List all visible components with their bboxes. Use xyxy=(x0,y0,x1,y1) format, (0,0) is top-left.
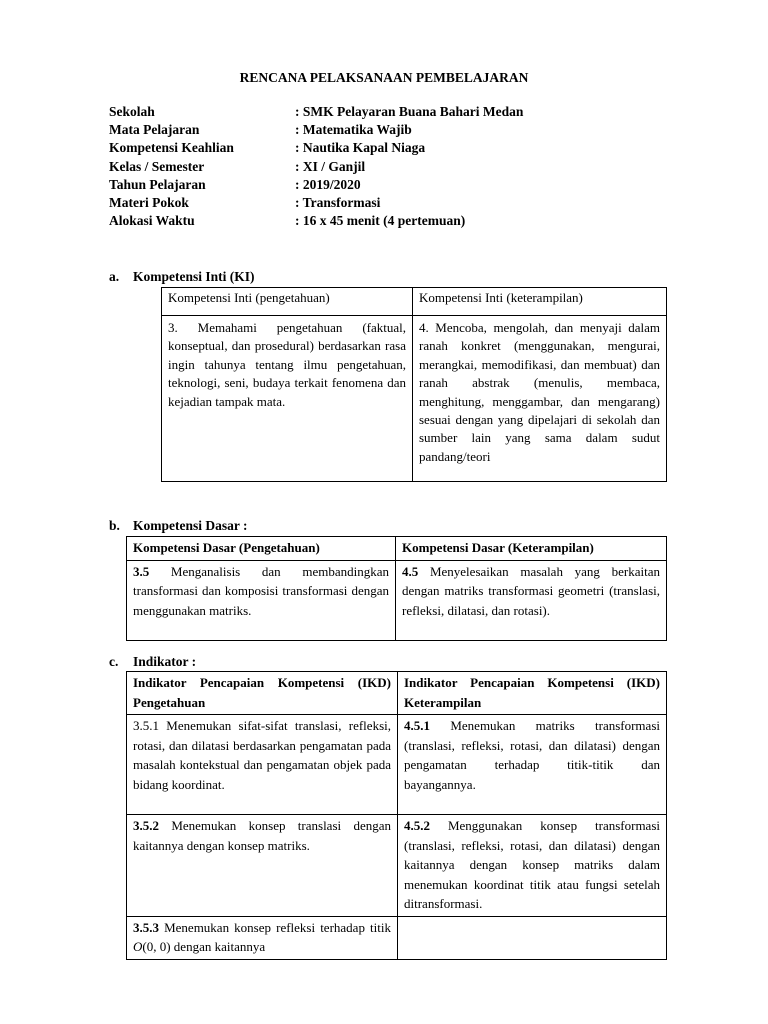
identity-value: : XI / Ganjil xyxy=(295,158,366,174)
identity-value: : Transformasi xyxy=(295,195,381,211)
ki-header-row xyxy=(162,288,667,316)
ki-pengetahuan-text: 3. Memahami pengetahuan (faktual, konseptual, dan prosedural) berdasarkan rasa ingin tahunya tentang ilmu pengetahuan, teknologi, seni, budaya terkait fenomena dan kejadian tampak mata. xyxy=(162,316,413,482)
section-letter: a. xyxy=(109,269,120,284)
indikator-text: Menggunakan konsep transformasi (translasi, refleksi, rotasi, dan dilatasi) dengan kaitannya dengan konsep matriks dalam menemukan koordinat titik atau fungsi setelah ditransformasi. xyxy=(404,818,660,911)
identity-value: : SMK Pelayaran Buana Bahari Medan xyxy=(295,104,524,119)
ki-header-keterampilan: Kompetensi Inti (keterampilan) xyxy=(413,288,667,316)
identity-row-alokasi-waktu xyxy=(109,212,523,230)
indikator-pengetahuan-cell xyxy=(127,715,398,815)
indikator-keterampilan-cell xyxy=(398,815,667,917)
kd-text: Menyelesaikan masalah yang berkaitan dengan matriks transformasi geometri (translasi, refleksi, dilatasi, dan rotasi). xyxy=(402,563,660,618)
identity-value: : 16 x 45 menit (4 pertemuan) xyxy=(295,213,466,229)
identity-label: Tahun Pelajaran xyxy=(109,176,206,192)
indikator-row xyxy=(127,916,667,959)
identity-row-mata-pelajaran xyxy=(109,121,523,139)
identity-label: Materi Pokok xyxy=(109,195,189,211)
identity-label: Kompetensi Keahlian xyxy=(109,140,234,156)
indikator-header-keterampilan: Indikator Pencapaian Kompetensi (IKD) Keterampilan xyxy=(398,672,667,715)
indikator-keterampilan-cell xyxy=(398,715,667,815)
kd-table xyxy=(126,536,667,641)
section-letter: c. xyxy=(109,654,119,669)
kd-header-keterampilan: Kompetensi Dasar (Keterampilan) xyxy=(396,537,667,561)
indikator-variable: O xyxy=(133,939,143,954)
ki-header-pengetahuan: Kompetensi Inti (pengetahuan) xyxy=(162,288,413,316)
identity-label: Mata Pelajaran xyxy=(109,122,200,138)
ki-keterampilan-text: 4. Mencoba, mengolah, dan menyaji dalam ranah konkret (menggunakan, mengurai, merangkai, memodifikasi, dan membuat) dan ranah abstrak (menulis, membaca, menghitung, menggambar, dan mengarang) sesuai dengan yang dipelajari di sekolah dan sumber lain yang sama dalam sudut pandang/teori xyxy=(413,316,667,482)
kd-content-row xyxy=(127,560,667,640)
identity-row-materi-pokok xyxy=(109,194,523,212)
indikator-row xyxy=(127,815,667,917)
ki-content-row xyxy=(162,316,667,482)
indikator-row xyxy=(127,715,667,815)
section-heading-kd xyxy=(109,517,248,535)
indikator-header-pengetahuan: Indikator Pencapaian Kompetensi (IKD) Pengetahuan xyxy=(127,672,398,715)
section-heading-ki xyxy=(109,268,255,286)
indikator-number: 4.5.1 xyxy=(404,718,430,733)
indikator-number: 3.5.2 xyxy=(133,818,159,833)
identity-label: Kelas / Semester xyxy=(109,158,205,174)
section-title: Indikator : xyxy=(133,654,197,669)
identity-value: : Matematika Wajib xyxy=(295,122,412,138)
identity-label: Alokasi Waktu xyxy=(109,213,195,229)
kd-number: 4.5 xyxy=(402,563,419,579)
identity-label: Sekolah xyxy=(109,104,155,119)
kd-keterampilan-cell xyxy=(396,560,667,640)
identity-row-kelas-semester xyxy=(109,158,523,176)
indikator-table xyxy=(126,671,667,960)
kd-number: 3.5 xyxy=(133,563,150,579)
indikator-number: 3.5.3 xyxy=(133,919,159,935)
indikator-text: Menemukan konsep refleksi terhadap titik xyxy=(159,919,391,935)
indikator-text: Menemukan konsep translasi dengan kaitannya dengan konsep matriks. xyxy=(133,818,391,853)
ki-table xyxy=(161,287,667,482)
document-title: RENCANA PELAKSANAAN PEMBELAJARAN xyxy=(239,70,529,85)
indikator-header-row xyxy=(127,672,667,715)
identity-block xyxy=(109,103,523,230)
identity-value: : Nautika Kapal Niaga xyxy=(295,140,426,156)
indikator-keterampilan-cell xyxy=(398,916,667,959)
indikator-number: 4.5.2 xyxy=(404,818,430,833)
section-letter: b. xyxy=(109,518,120,533)
identity-row-tahun-pelajaran xyxy=(109,176,523,194)
indikator-number: 3.5.1 xyxy=(133,718,159,733)
indikator-pengetahuan-cell xyxy=(127,916,398,959)
section-title: Kompetensi Inti (KI) xyxy=(133,269,255,284)
identity-row-kompetensi-keahlian xyxy=(109,139,523,157)
section-heading-indikator xyxy=(109,653,196,671)
indikator-pengetahuan-cell xyxy=(127,815,398,917)
kd-header-pengetahuan: Kompetensi Dasar (Pengetahuan) xyxy=(127,537,396,561)
indikator-text: Menemukan sifat-sifat translasi, refleksi, rotasi, dan dilatasi berdasarkan pengamatan pada masalah kontekstual dan pengamatan objek pada bidang koordinat. xyxy=(133,718,391,792)
indikator-text: (0, 0) dengan kaitannya xyxy=(142,939,266,954)
indikator-text: Menemukan matriks transformasi (translasi, refleksi, rotasi, dan dilatasi) dengan pengamatan terhadap titik-titik dan bayangannya. xyxy=(404,718,660,792)
identity-row-sekolah xyxy=(109,103,523,121)
kd-text: Menganalisis dan membandingkan transformasi dan komposisi transformasi dengan menggunakan matriks. xyxy=(133,563,389,618)
section-title: Kompetensi Dasar : xyxy=(133,518,248,533)
kd-header-row xyxy=(127,537,667,561)
identity-value: : 2019/2020 xyxy=(295,176,361,192)
kd-pengetahuan-cell xyxy=(127,560,396,640)
